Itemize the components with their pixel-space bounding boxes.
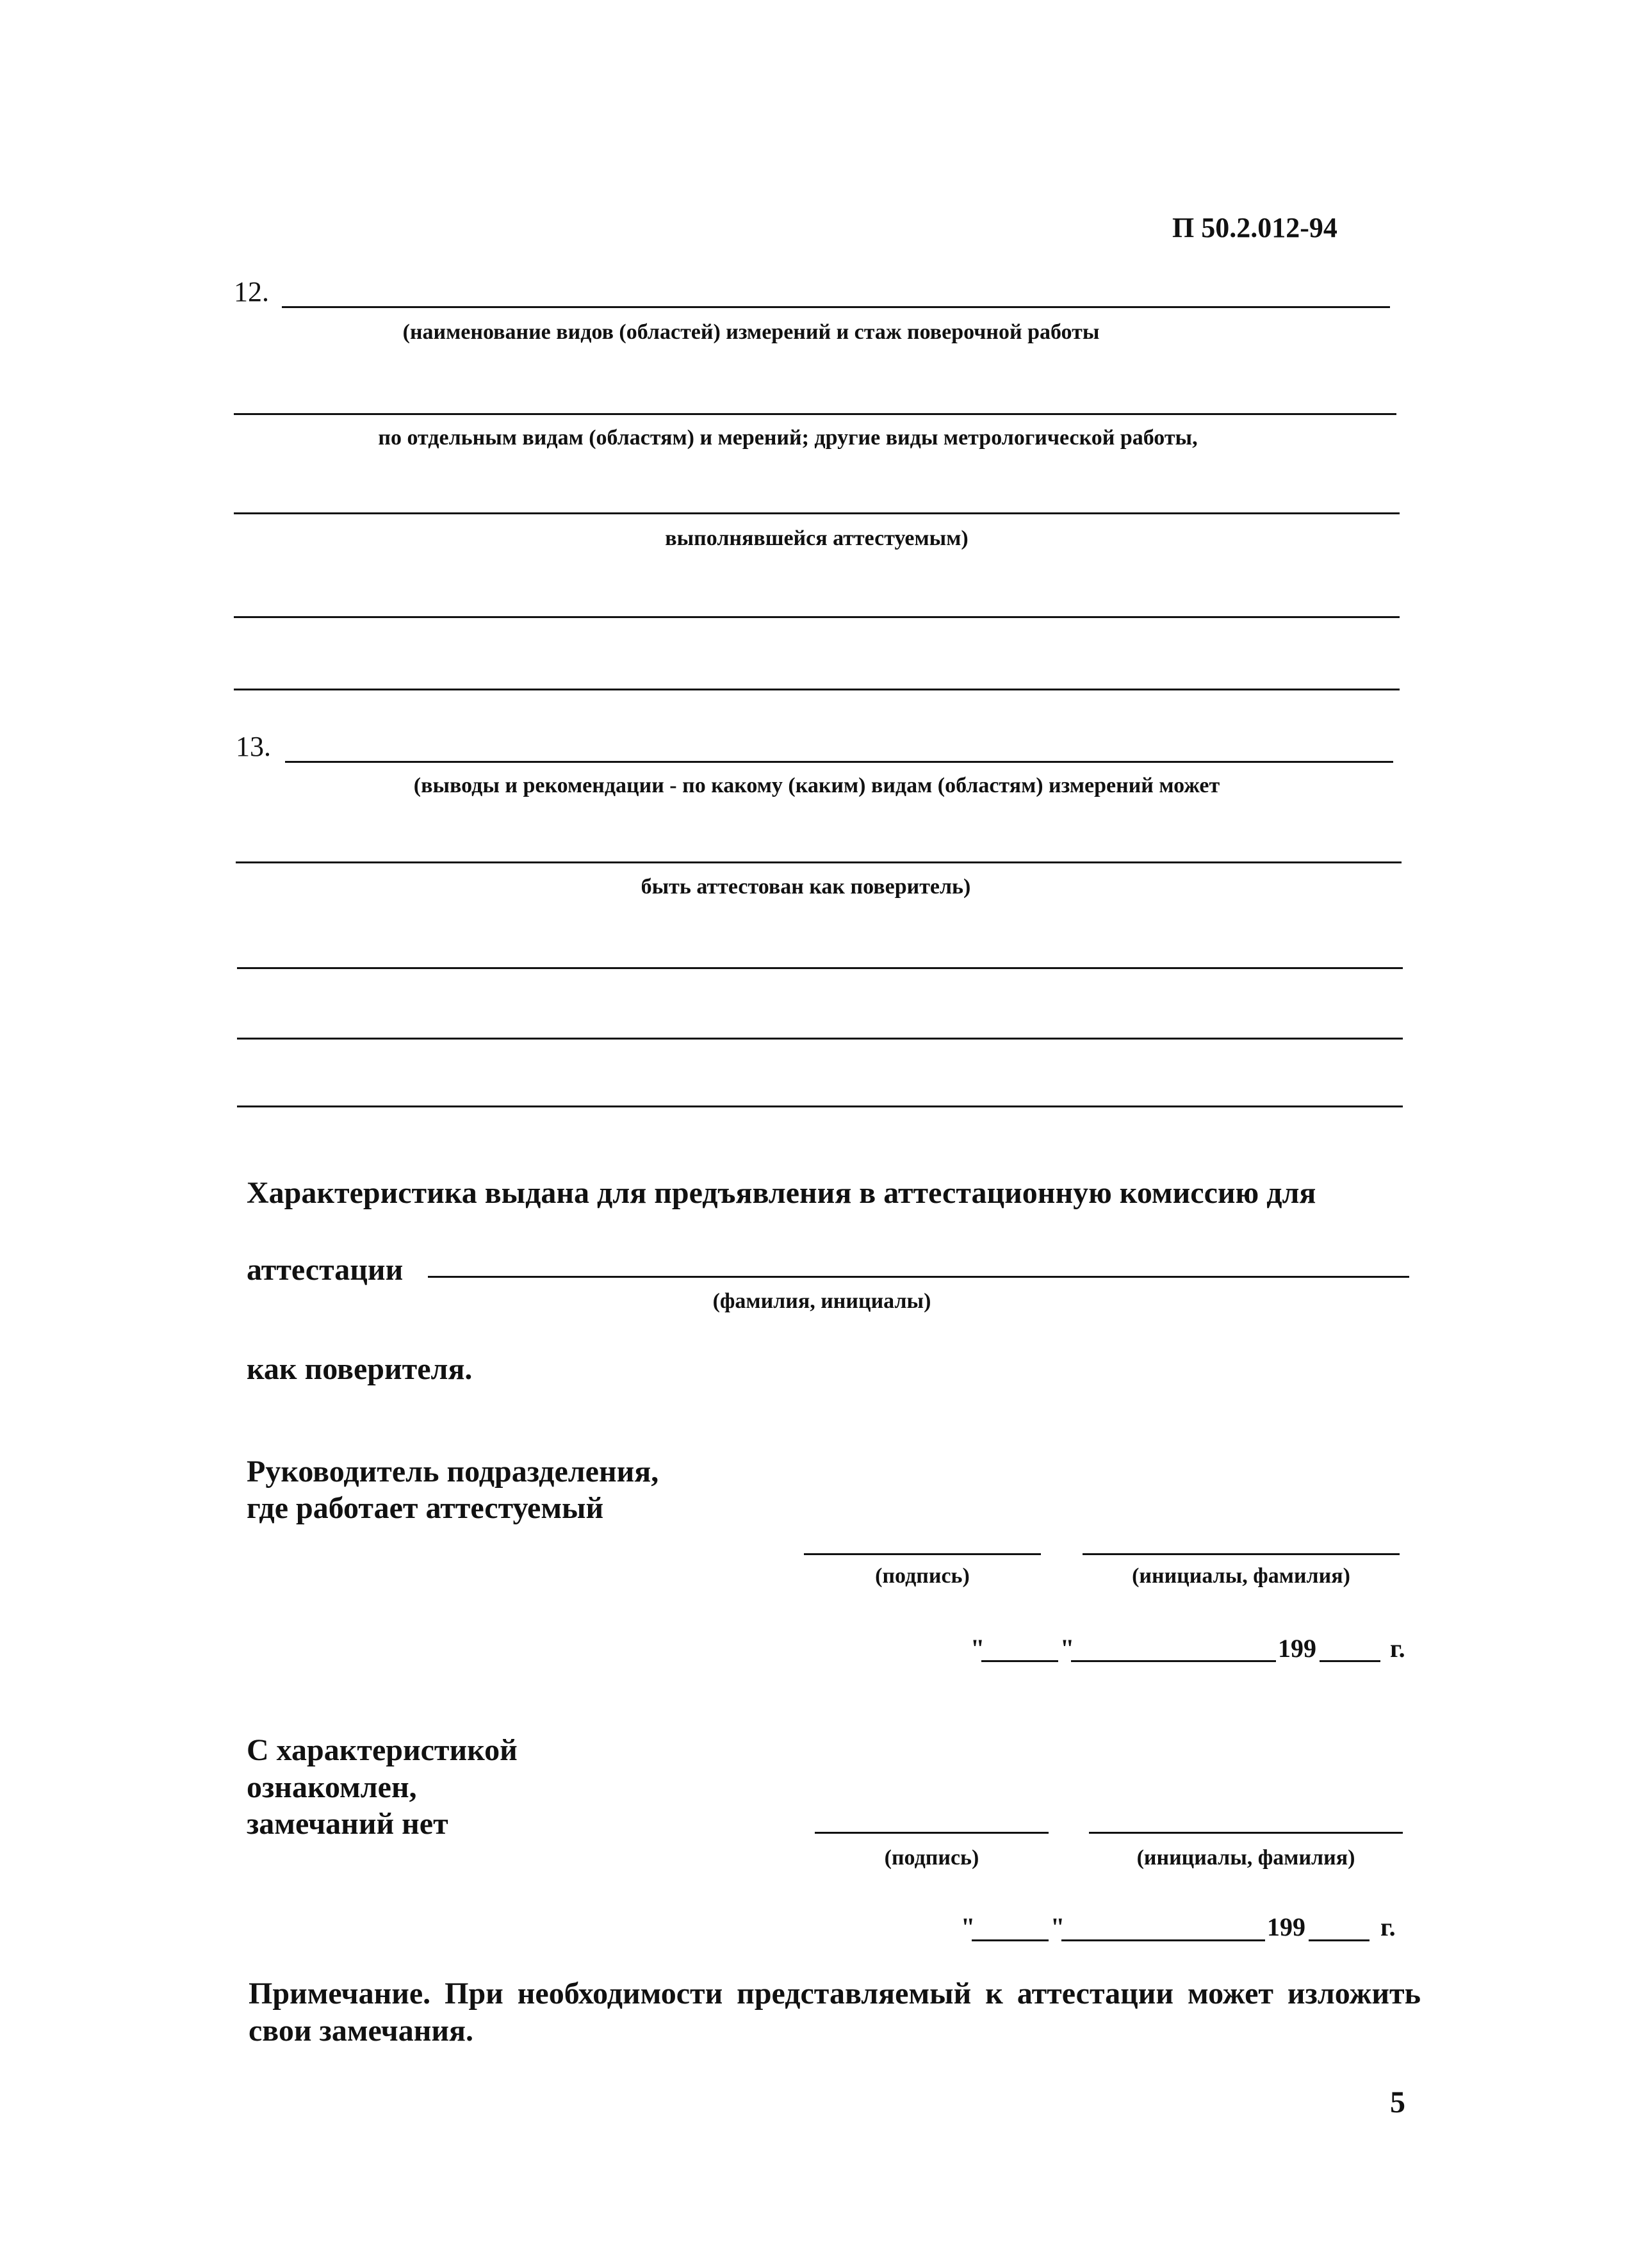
attestee-name-caption: (фамилия, инициалы) xyxy=(712,1289,931,1313)
item-13-caption-2: быть аттестован как поверитель) xyxy=(641,875,971,899)
head-date-year: 199 xyxy=(1278,1634,1316,1663)
item-12-fill-line-2 xyxy=(234,413,1396,415)
head-date-year-line xyxy=(1320,1660,1380,1662)
item-12-caption-2: по отдельным видам (областям) и мерений; другие виды метрологической работы, xyxy=(378,426,1198,450)
item-12-fill-line-4 xyxy=(234,616,1400,618)
item-13-fill-line-2 xyxy=(236,861,1402,863)
head-date-suffix: г. xyxy=(1390,1634,1405,1663)
head-signature-line xyxy=(804,1553,1041,1555)
statement-line-3: как поверителя. xyxy=(247,1352,473,1386)
ack-date-quote-close: " xyxy=(1051,1913,1065,1941)
attestee-name-line xyxy=(428,1276,1409,1278)
head-date-quote-close: " xyxy=(1060,1634,1075,1663)
item-12-fill-line-5 xyxy=(234,689,1400,690)
ack-date-year: 199 xyxy=(1267,1913,1305,1941)
ack-date-year-line xyxy=(1309,1939,1369,1941)
head-signer-label-2: где работает аттестуемый xyxy=(247,1491,604,1525)
statement-prefix: аттестации xyxy=(247,1253,404,1287)
ack-name-caption: (инициалы, фамилия) xyxy=(1136,1846,1355,1870)
item-13-caption-1: (выводы и рекомендации - по какому (каким) видам (областям) измерений может xyxy=(413,774,1220,797)
head-date-quote-open: " xyxy=(970,1634,985,1663)
item-12-caption-1: (наименование видов (областей) измерений и стаж поверочной работы xyxy=(402,320,1100,344)
ack-label-2: ознакомлен, xyxy=(247,1770,417,1804)
ack-date-month-line xyxy=(1061,1939,1265,1941)
ack-signature-caption: (подпись) xyxy=(884,1846,979,1870)
item-12-fill-line-1 xyxy=(282,306,1390,308)
document-code: П 50.2.012-94 xyxy=(1172,212,1337,243)
item-13-fill-line-1 xyxy=(285,761,1393,763)
statement-line-1: Характеристика выдана для предъявления в аттестационную комиссию для xyxy=(247,1176,1316,1210)
head-name-line xyxy=(1083,1553,1400,1555)
item-12-caption-3: выполнявшейся аттестуемым) xyxy=(665,526,969,550)
ack-date-suffix: г. xyxy=(1380,1913,1396,1941)
page-number: 5 xyxy=(1390,2085,1405,2119)
ack-name-line xyxy=(1089,1832,1403,1834)
ack-date-quote-open: " xyxy=(961,1913,976,1941)
item-number-12: 12. xyxy=(234,276,269,307)
head-signature-caption: (подпись) xyxy=(875,1564,970,1588)
head-date-month-line xyxy=(1071,1660,1276,1662)
head-signer-label-1: Руководитель подразделения, xyxy=(247,1455,659,1489)
note-line-2: свои замечания. xyxy=(249,2014,473,2048)
head-name-caption: (инициалы, фамилия) xyxy=(1132,1564,1350,1588)
head-date-day-line xyxy=(981,1660,1058,1662)
note-line-1: Примечание. При необходимости представляемый к аттестации может изложить xyxy=(249,1977,1421,2011)
item-12-fill-line-3 xyxy=(234,512,1400,514)
item-number-13: 13. xyxy=(236,731,271,762)
item-13-fill-line-3 xyxy=(237,967,1403,969)
item-13-fill-line-4 xyxy=(237,1038,1403,1040)
ack-label-1: С характеристикой xyxy=(247,1733,518,1767)
ack-label-3: замечаний нет xyxy=(247,1807,448,1841)
ack-signature-line xyxy=(815,1832,1049,1834)
item-13-fill-line-5 xyxy=(237,1105,1403,1107)
ack-date-day-line xyxy=(972,1939,1049,1941)
